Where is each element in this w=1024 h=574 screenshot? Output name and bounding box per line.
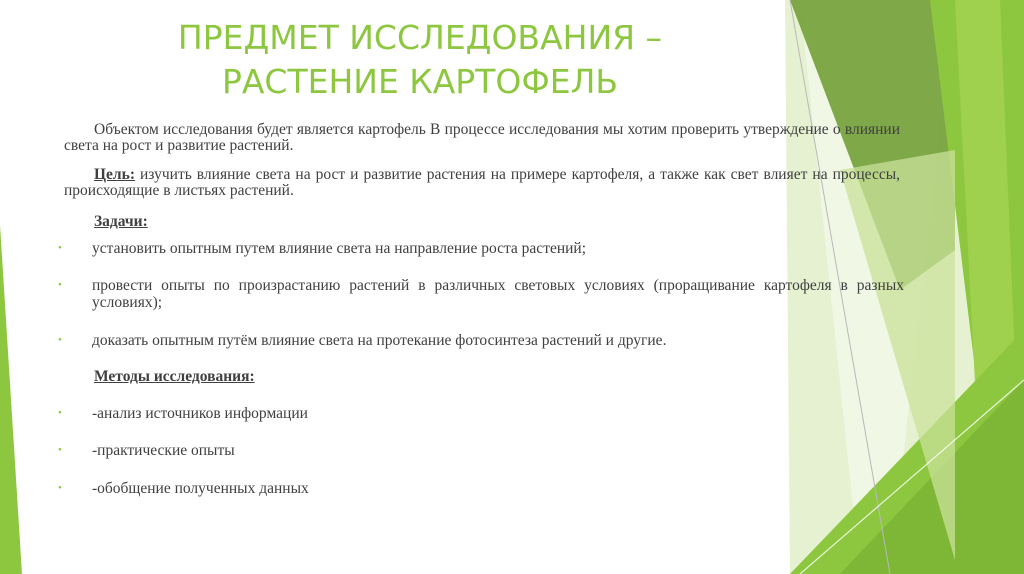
list-item [58,480,904,497]
list-item [58,442,904,459]
title-line-1: ПРЕДМЕТ ИССЛЕДОВАНИЯ – [177,18,663,57]
method-text: -обобщение полученных данных [92,480,309,497]
methods-heading: Методы исследования: [94,368,255,385]
task-text: установить опытным путем влияние света на направление роста растений; [92,240,587,257]
slide-title [130,16,710,104]
task-text: провести опыты по произрастанию растений в различных световых условиях (проращивание картофеля в разных условиях); [92,277,904,311]
goal-text: изучить влияние света на рост и развитие растения на примере картофеля, а также как свет влияет на процессы, происходящие в листьях растений. [64,166,900,199]
goal-label: Цель: [94,166,135,183]
goal-paragraph [64,167,900,199]
method-text: -практические опыты [92,442,235,459]
bullet-icon: • [58,279,62,291]
list-item [58,277,904,311]
list-item [58,332,904,349]
bullet-icon: • [58,407,62,419]
left-green-triangle [0,225,22,574]
bullet-icon: • [58,242,62,254]
title-line-2: РАСТЕНИЕ КАРТОФЕЛЬ [221,62,619,101]
method-text: -анализ источников информации [92,405,308,422]
list-item [58,405,904,422]
bullet-icon: • [58,444,62,456]
bullet-icon: • [58,482,62,494]
tasks-heading: Задачи: [94,213,148,230]
list-item [58,240,904,257]
bullet-icon: • [58,334,62,346]
task-text: доказать опытным путём влияние света на протекание фотосинтеза растений и другие. [92,332,667,349]
object-paragraph: Объектом исследования будет является картофель В процессе исследования мы хотим проверить утверждение о влиянии света на рост и развитие растений. [64,121,900,154]
